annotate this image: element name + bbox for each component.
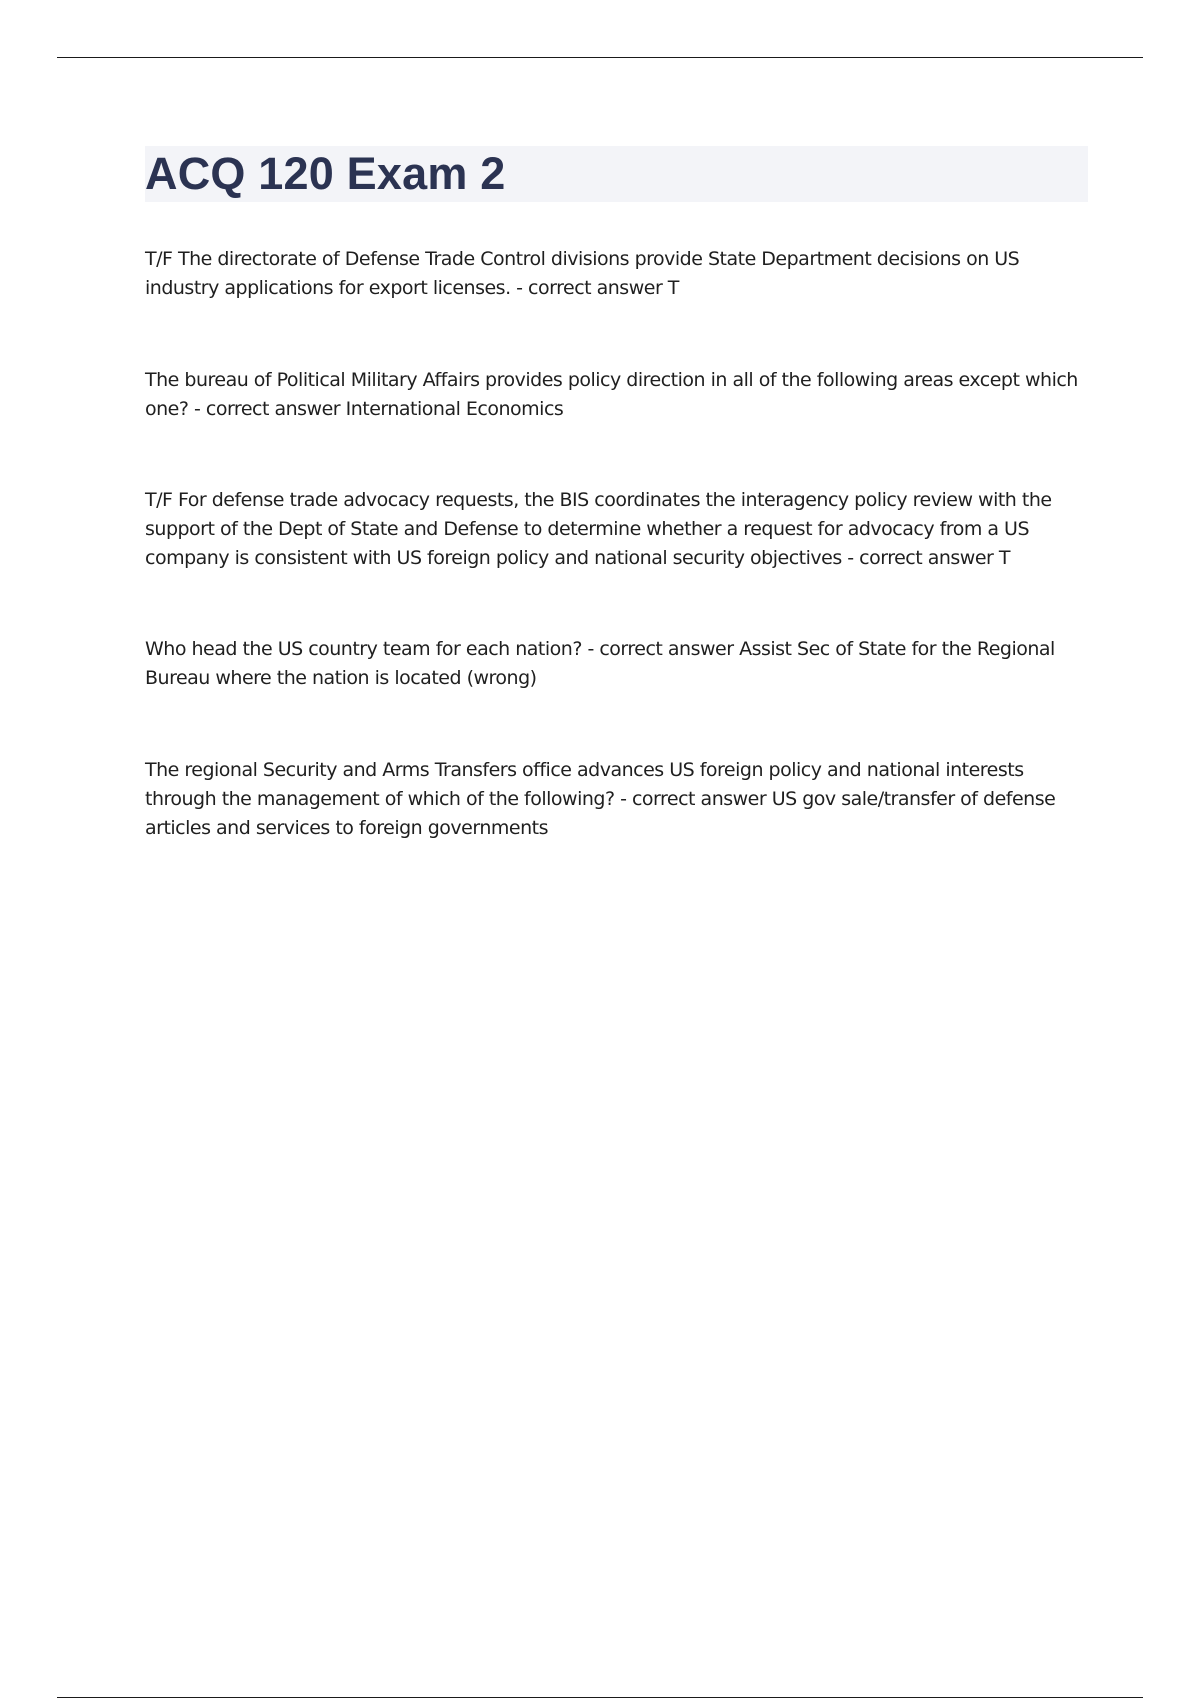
question-answer-item: The bureau of Political Military Affairs provides policy direction in all of the following areas except which one? - correct answer International Economics: [145, 369, 1078, 420]
question-answer-item: Who head the US country team for each nation? - correct answer Assist Sec of State for the Regional Bureau where the nation is located (wrong): [145, 638, 1055, 689]
question-answer-item: The regional Security and Arms Transfers office advances US foreign policy and national interests through the management of which of the following? - correct answer US gov sale/transfer of defense articles and services to foreign governments: [145, 759, 1056, 839]
question-answer-item: T/F The directorate of Defense Trade Control divisions provide State Department decisions on US industry applications for export licenses. - correct answer T: [145, 248, 1020, 299]
question-answer-item: T/F For defense trade advocacy requests, the BIS coordinates the interagency policy review with the support of the Dept of State and Defense to determine whether a request for advocacy from a US company is consistent with US foreign policy and national security objectives - correct answer T: [145, 489, 1052, 569]
bottom-rule: [57, 1697, 1143, 1698]
page-title: ACQ 120 Exam 2: [145, 148, 506, 199]
top-rule: [57, 57, 1143, 58]
